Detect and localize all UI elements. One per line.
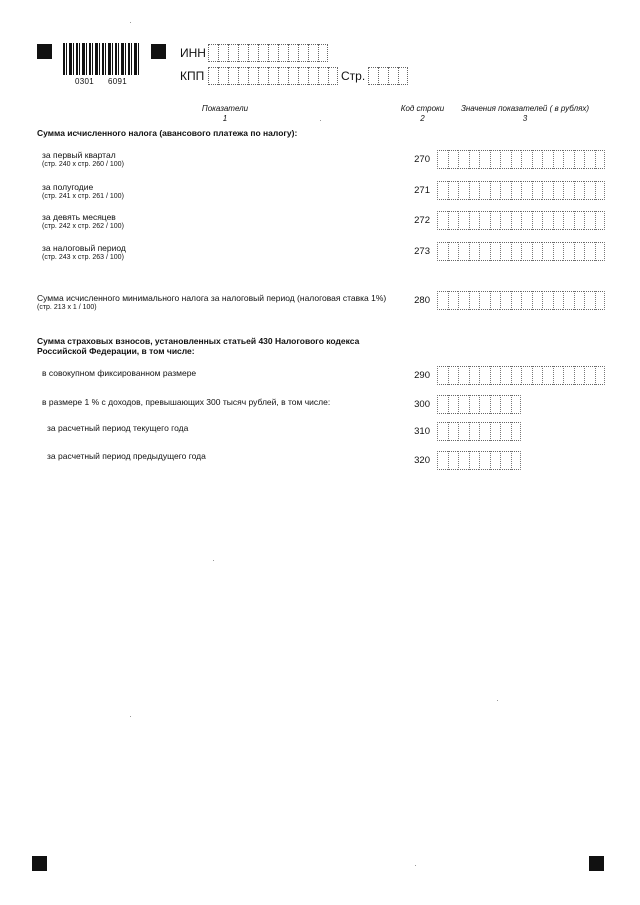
value-field-271[interactable]: [437, 181, 605, 200]
corner-marker-top-left: [37, 44, 52, 59]
row-formula-271: (стр. 241 х стр. 261 / 100): [42, 193, 124, 200]
line-code-320: 320: [414, 455, 430, 466]
row-formula-270: (стр. 240 х стр. 260 / 100): [42, 161, 124, 168]
row-label-273: за налоговый период: [42, 243, 126, 253]
column-number-1: 1: [222, 114, 228, 123]
barcode: [63, 43, 140, 75]
barcode-number-left: 0301: [75, 77, 94, 86]
corner-marker-bottom-left: [32, 856, 47, 871]
row-label-271: за полугодие: [42, 182, 94, 192]
page-label: Стр.: [341, 69, 366, 83]
scan-speck: [130, 716, 131, 717]
line-code-271: 271: [414, 185, 430, 196]
value-field-300[interactable]: [437, 395, 521, 414]
row-label-272: за девять месяцев: [42, 212, 116, 222]
scan-speck: [130, 22, 131, 23]
scan-speck: [497, 700, 498, 701]
section-title-insurance-line1: Сумма страховых взносов, установленных статьей 430 Налогового кодекса: [37, 336, 360, 346]
kpp-field[interactable]: [208, 67, 338, 85]
row-formula-272: (стр. 242 х стр. 262 / 100): [42, 223, 124, 230]
row-label-300: в размере 1 % с доходов, превышающих 300 тысяч рублей, в том числе:: [42, 397, 331, 407]
inn-field[interactable]: [208, 44, 328, 62]
column-header-line-code: Код строки: [400, 104, 445, 113]
row-label-290: в совокупном фиксированном размере: [42, 368, 197, 378]
line-code-280: 280: [414, 295, 430, 306]
column-header-indicators: Показатели: [201, 104, 249, 113]
value-field-320[interactable]: [437, 451, 521, 470]
page-number-field[interactable]: [368, 67, 408, 85]
section-title-insurance-line2: Российской Федерации, в том числе:: [37, 346, 195, 356]
corner-marker-bottom-right: [589, 856, 604, 871]
inn-label: ИНН: [180, 46, 206, 60]
scan-speck: [213, 560, 214, 561]
barcode-number-right: 6091: [108, 77, 127, 86]
column-number-2: 2: [420, 114, 425, 123]
line-code-310: 310: [414, 426, 430, 437]
row-label-280: Сумма исчисленного минимального налога за налоговый период (налоговая ставка 1%): [37, 293, 387, 303]
column-number-3: 3: [522, 114, 528, 123]
kpp-label: КПП: [180, 69, 205, 83]
value-field-272[interactable]: [437, 211, 605, 230]
value-field-310[interactable]: [437, 422, 521, 441]
line-code-300: 300: [414, 399, 430, 410]
line-code-272: 272: [414, 215, 430, 226]
value-field-280[interactable]: [437, 291, 605, 310]
line-code-273: 273: [414, 246, 430, 257]
row-formula-273: (стр. 243 х стр. 263 / 100): [42, 254, 124, 261]
scan-speck: [415, 865, 416, 866]
line-code-290: 290: [414, 370, 430, 381]
value-field-290[interactable]: [437, 366, 605, 385]
value-field-273[interactable]: [437, 242, 605, 261]
row-formula-280: (стр. 213 х 1 / 100): [37, 304, 97, 311]
corner-marker-top-right: [151, 44, 166, 59]
row-label-310: за расчетный период текущего года: [47, 423, 189, 433]
row-label-270: за первый квартал: [42, 150, 116, 160]
row-label-320: за расчетный период предыдущего года: [47, 451, 206, 461]
line-code-270: 270: [414, 154, 430, 165]
section-title-tax: Сумма исчисленного налога (авансового платежа по налогу):: [37, 128, 298, 138]
column-header-values: Значения показателей ( в рублях): [460, 104, 590, 113]
scan-speck: [320, 120, 321, 121]
value-field-270[interactable]: [437, 150, 605, 169]
